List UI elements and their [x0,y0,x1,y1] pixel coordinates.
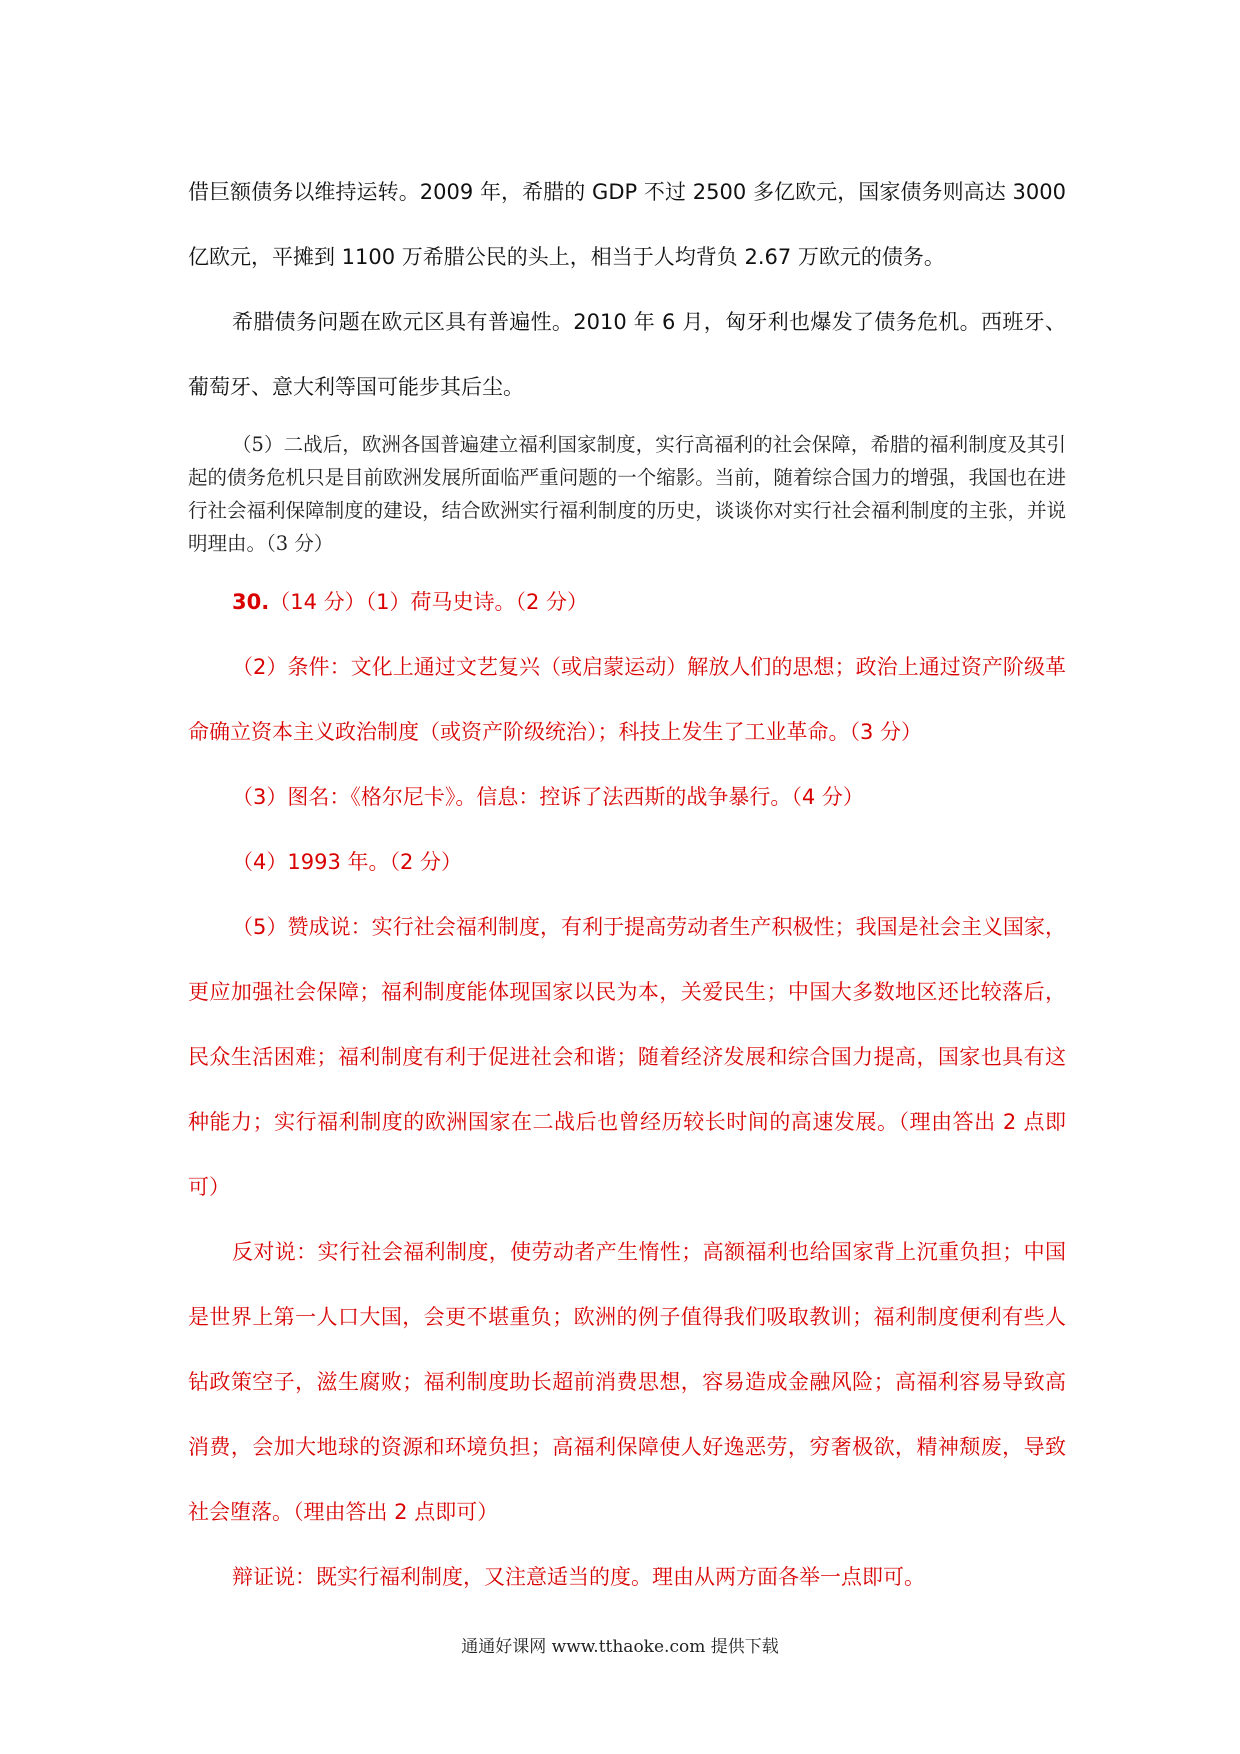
answer-30-part-2: （2）条件：文化上通过文艺复兴（或启蒙运动）解放人们的思想；政治上通过资产阶级革命确立资本主义政治制度（或资产阶级统治）；科技上发生了工业革命。（3 分） [188,655,1066,744]
answer-30-part-4: （4）1993 年。（2 分） [232,850,463,874]
answer-30-part-3: （3）图名：《格尔尼卡》。信息：控诉了法西斯的战争暴行。（4 分） [232,785,864,809]
answer-30-part-5-support: （5）赞成说：实行社会福利制度，有利于提高劳动者生产积极性；我国是社会主义国家，更应加强社会保障；福利制度能体现国家以民为本，关爱民生；中国大多数地区还比较落后，民众生活困难；福利制度有利于促进社会和谐；随着经济发展和综合国力提高，国家也具有这种能力；实行福利制度的欧洲国家在二战后也曾经历较长时间的高速发展。（理由答出 2 点即可） [188,915,1066,1199]
answer-30-part-1 [188,570,1066,635]
question-5: （5）二战后，欧洲各国普遍建立福利国家制度，实行高福利的社会保障，希腊的福利制度及其引起的债务危机只是目前欧洲发展所面临严重问题的一个缩影。当前，随着综合国力的增强，我国也在进行社会福利保障制度的建设，结合欧洲实行福利制度的历史，谈谈你对实行社会福利制度的主张，并说明理由。（3 分） [188,433,1066,555]
passage-paragraph-2: 希腊债务问题在欧元区具有普遍性。2010 年 6 月，匈牙利也爆发了债务危机。西班牙、葡萄牙、意大利等国可能步其后尘。 [188,310,1066,399]
answer-number: 30. [232,590,270,614]
answer-30-part-5-dialectic: 辩证说：既实行福利制度，又注意适当的度。理由从两方面各举一点即可。 [232,1565,925,1589]
answer-30-part-1-text: （14 分）（1）荷马史诗。（2 分） [269,590,588,614]
passage-paragraph-1: 借巨额债务以维持运转。2009 年，希腊的 GDP 不过 2500 多亿欧元，国家债务则高达 3000 亿欧元，平摊到 1100 万希腊公民的头上，相当于人均背负 2.67 万欧元的债务。 [188,180,1066,269]
answer-30-part-5-oppose: 反对说：实行社会福利制度，使劳动者产生惰性；高额福利也给国家背上沉重负担；中国是世界上第一人口大国，会更不堪重负；欧洲的例子值得我们吸取教训；福利制度便利有些人钻政策空子，滋生腐败；福利制度助长超前消费思想，容易造成金融风险；高福利容易导致高消费，会加大地球的资源和环境负担；高福利保障使人好逸恶劳，穷奢极欲，精神颓废，导致社会堕落。（理由答出 2 点即可） [188,1240,1066,1524]
page-footer: 通通好课网 www.tthaoke.com 提供下载 [461,1637,779,1657]
page-content [188,160,1066,1610]
